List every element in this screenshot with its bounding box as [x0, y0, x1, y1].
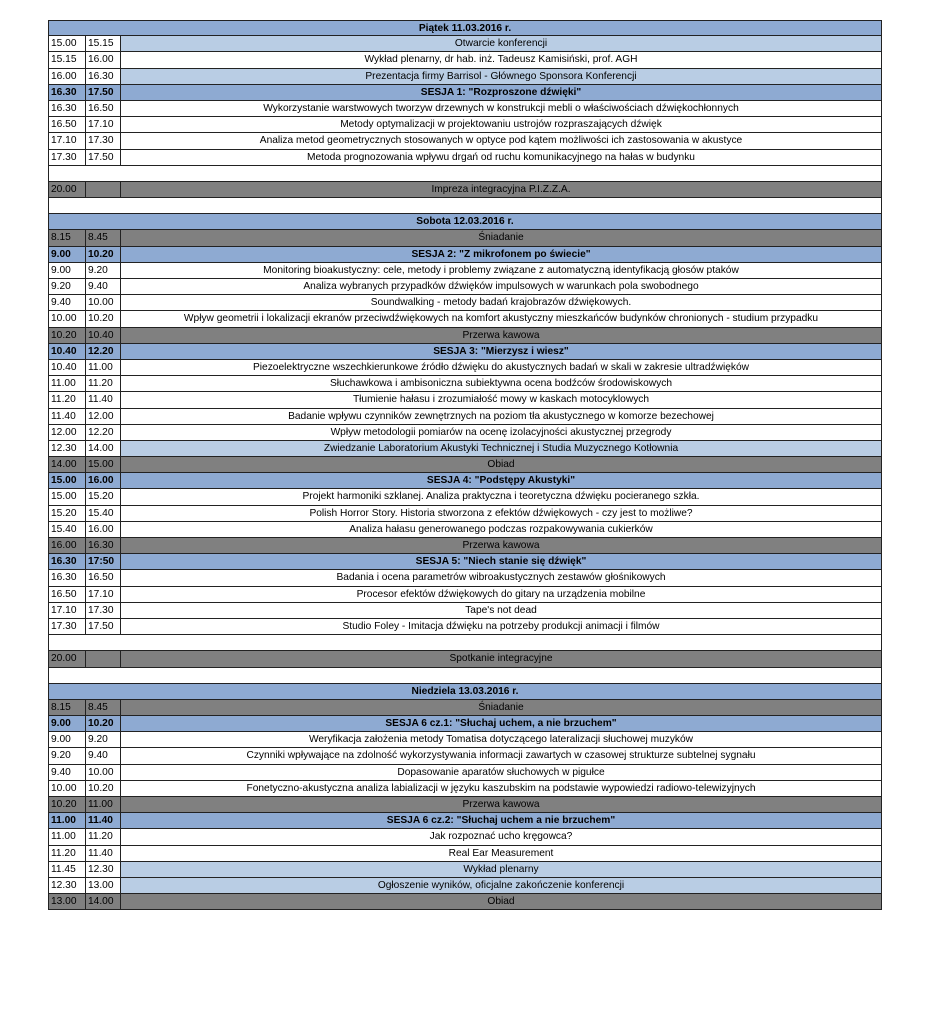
end-time	[86, 651, 121, 666]
end-time: 10.00	[86, 295, 121, 310]
schedule-row	[48, 279, 882, 295]
session-header-row	[48, 716, 882, 732]
start-time: 9.20	[49, 748, 86, 763]
start-time: 11.20	[49, 846, 86, 861]
schedule-row	[48, 651, 882, 667]
start-time: 11.45	[49, 862, 86, 877]
end-time: 17.10	[86, 117, 121, 132]
end-time: 13.00	[86, 878, 121, 893]
event-title: Soundwalking - metody badań krajobrazów dźwiękowych.	[370, 297, 632, 309]
end-time: 14.00	[86, 894, 121, 909]
schedule-row	[48, 846, 882, 862]
start-time: 12.30	[49, 441, 86, 456]
start-time: 9.00	[49, 716, 86, 731]
event-title: Czynniki wpływające na zdolność wykorzystywania informacji zawartych w czasowej strukturze subtelnej sygnału	[246, 750, 756, 762]
end-time: 17:50	[86, 554, 121, 569]
event-title: Spotkanie integracyjne	[449, 653, 553, 665]
start-time: 11.00	[49, 813, 86, 828]
event-title: Obiad	[487, 896, 515, 908]
start-time: 9.40	[49, 295, 86, 310]
start-time: 15.00	[49, 489, 86, 504]
schedule-row	[48, 376, 882, 392]
schedule-row	[48, 700, 882, 716]
blank-row	[48, 668, 882, 684]
schedule-row	[48, 441, 882, 457]
event-title: Ogłoszenie wyników, oficjalne zakończenie konferencji	[121, 878, 881, 893]
end-time: 11.20	[86, 376, 121, 391]
event-title: Przerwa kawowa	[462, 540, 540, 551]
schedule-row	[48, 781, 882, 797]
end-time: 16.00	[86, 473, 121, 488]
event-title: Weryfikacja założenia metody Tomatisa dotyczącego lateralizacji słuchowej muzyków	[308, 734, 694, 746]
start-time: 16.00	[49, 69, 86, 84]
schedule-row	[48, 117, 882, 133]
event-title: Dopasowanie aparatów słuchowych w pigułce	[397, 766, 605, 778]
schedule-row	[48, 328, 882, 344]
start-time: 15.40	[49, 522, 86, 537]
event-title: Przerwa kawowa	[462, 799, 540, 810]
end-time: 12.30	[86, 862, 121, 877]
end-time: 9.40	[86, 748, 121, 763]
schedule-row	[48, 150, 882, 166]
start-time: 10.40	[49, 360, 86, 375]
start-time: 9.40	[49, 765, 86, 780]
schedule-row	[48, 36, 882, 52]
end-time: 10.20	[86, 247, 121, 262]
schedule-table	[48, 20, 882, 910]
event-title: Jak rozpoznać ucho kręgowca?	[429, 831, 573, 843]
event-title: Prezentacja firmy Barrisol - Głównego Sponsora Konferencji	[121, 69, 881, 84]
session-title: SESJA 6 cz.2: "Słuchaj uchem a nie brzuchem"	[386, 815, 616, 827]
end-time: 16.50	[86, 570, 121, 585]
schedule-row	[48, 748, 882, 764]
event-title: Procesor efektów dźwiękowych do gitary na urządzenia mobilne	[356, 588, 646, 600]
schedule-row	[48, 894, 882, 910]
start-time: 8.15	[49, 230, 86, 245]
event-title: Przerwa kawowa	[462, 329, 540, 341]
end-time: 15.20	[86, 489, 121, 504]
session-title: SESJA 3: "Mierzysz i wiesz"	[433, 345, 569, 357]
event-title: Wpływ geometrii i lokalizacji ekranów przeciwdźwiękowych na komfort akustyczny mieszkańców budynków chronionych - studium przypadku	[183, 313, 819, 325]
session-header-row	[48, 247, 882, 263]
start-time: 9.20	[49, 279, 86, 294]
session-header-row	[48, 473, 882, 489]
schedule-row	[48, 878, 882, 894]
event-title: Analiza wybranych przypadków dźwięków impulsowych w warunkach pola swobodnego	[303, 281, 699, 292]
start-time: 12.00	[49, 425, 86, 440]
end-time: 10.20	[86, 716, 121, 731]
end-time: 17.30	[86, 603, 121, 618]
event-title: Słuchawkowa i ambisoniczna subiektywna ocena bodźców środowiskowych	[329, 378, 673, 390]
event-title: Zwiedzanie Laboratorium Akustyki Technicznej i Studia Muzycznego Kotłownia	[121, 441, 881, 456]
event-title: Badania i ocena parametrów wibroakustycznych zestawów głośnikowych	[336, 572, 666, 584]
end-time: 15.00	[86, 457, 121, 472]
schedule-row	[48, 619, 882, 635]
event-title: Monitoring bioakustyczny: cele, metody i problemy związane z automatyczną identyfikacją głosów ptaków	[263, 264, 739, 276]
event-title: Studio Foley - Imitacja dźwięku na potrzeby produkcji animacji i filmów	[342, 620, 660, 632]
event-title: Wykład plenarny	[121, 862, 881, 877]
end-time: 15.15	[86, 36, 121, 51]
event-title: Wykorzystanie warstwowych tworzyw drzewnych w konstrukcji mebli o właściwościach dźwiękochłonnych	[263, 102, 739, 114]
start-time: 16.50	[49, 587, 86, 602]
start-time: 10.20	[49, 797, 86, 812]
blank-row	[48, 166, 882, 182]
start-time: 13.00	[49, 894, 86, 909]
schedule-row	[48, 506, 882, 522]
event-title: Impreza integracyjna P.I.Z.Z.A.	[431, 183, 571, 195]
schedule-row	[48, 230, 882, 246]
end-time: 11.00	[86, 797, 121, 812]
event-title: Real Ear Measurement	[448, 847, 554, 859]
day-title: Niedziela 13.03.2016 r.	[411, 685, 519, 697]
start-time: 16.30	[49, 570, 86, 585]
schedule-row	[48, 522, 882, 538]
session-title: SESJA 1: "Rozproszone dźwięki"	[420, 86, 582, 98]
session-header-row	[48, 813, 882, 829]
start-time: 10.20	[49, 328, 86, 343]
schedule-row	[48, 311, 882, 327]
day-header	[48, 214, 882, 230]
session-header-row	[48, 85, 882, 101]
event-title: Fonetyczno-akustyczna analiza labializacji w języku kaszubskim na podstawie wypowiedzi radiowo-telewizyjnych	[246, 782, 756, 794]
day-header	[48, 684, 882, 700]
schedule-row	[48, 101, 882, 117]
schedule-row	[48, 570, 882, 586]
schedule-row	[48, 489, 882, 505]
day-header	[48, 20, 882, 36]
start-time: 20.00	[49, 651, 86, 666]
start-time: 16.30	[49, 101, 86, 116]
end-time: 9.20	[86, 263, 121, 278]
schedule-row	[48, 732, 882, 748]
end-time: 8.45	[86, 700, 121, 715]
end-time: 14.00	[86, 441, 121, 456]
start-time: 15.00	[49, 473, 86, 488]
event-title: Projekt harmoniki szklanej. Analiza praktyczna i teoretyczna dźwięku pocieranego szkła.	[302, 491, 700, 503]
end-time: 11.40	[86, 813, 121, 828]
start-time: 11.40	[49, 409, 86, 424]
schedule-row	[48, 133, 882, 149]
start-time: 15.15	[49, 52, 86, 67]
schedule-row	[48, 52, 882, 68]
schedule-row	[48, 295, 882, 311]
event-title: Śniadanie	[478, 232, 524, 244]
event-title: Tape's not dead	[465, 604, 537, 616]
end-time: 17.50	[86, 150, 121, 165]
end-time: 8.45	[86, 230, 121, 245]
schedule-row	[48, 425, 882, 441]
start-time: 11.20	[49, 392, 86, 407]
end-time: 12.00	[86, 409, 121, 424]
event-title: Polish Horror Story. Historia stworzona z efektów dźwiękowych - czy jest to możliwe?	[309, 507, 693, 519]
schedule-row	[48, 360, 882, 376]
end-time: 12.20	[86, 425, 121, 440]
end-time: 9.40	[86, 279, 121, 294]
start-time: 10.40	[49, 344, 86, 359]
event-title: Wykład plenarny, dr hab. inż. Tadeusz Kamisiński, prof. AGH	[364, 54, 638, 66]
start-time: 16.50	[49, 117, 86, 132]
end-time: 10.00	[86, 765, 121, 780]
start-time: 11.00	[49, 829, 86, 844]
end-time: 9.20	[86, 732, 121, 747]
end-time: 10.20	[86, 781, 121, 796]
start-time: 8.15	[49, 700, 86, 715]
end-time: 16.30	[86, 538, 121, 553]
event-title: Piezoelektryczne wszechkierunkowe źródło dźwięku do akustycznych badań w skali w zakresie ultradźwięków	[252, 361, 749, 373]
event-title: Śniadanie	[478, 701, 524, 713]
start-time: 20.00	[49, 182, 86, 197]
session-title: SESJA 2: "Z mikrofonem po świecie"	[411, 248, 591, 260]
start-time: 17.10	[49, 603, 86, 618]
start-time: 12.30	[49, 878, 86, 893]
schedule-row	[48, 587, 882, 603]
event-title: Obiad	[487, 459, 515, 471]
end-time: 11.20	[86, 829, 121, 844]
end-time	[86, 182, 121, 197]
start-time: 17.10	[49, 133, 86, 148]
blank-row	[48, 635, 882, 651]
schedule-row	[48, 263, 882, 279]
start-time: 10.00	[49, 781, 86, 796]
start-time: 15.20	[49, 506, 86, 521]
start-time: 17.30	[49, 619, 86, 634]
blank-row	[48, 198, 882, 214]
end-time: 15.40	[86, 506, 121, 521]
end-time: 17.50	[86, 85, 121, 100]
event-title: Analiza metod geometrycznych stosowanych w optyce pod kątem możliwości ich zastosowania w akustyce	[259, 135, 743, 147]
schedule-row	[48, 538, 882, 554]
end-time: 17.10	[86, 587, 121, 602]
schedule-row	[48, 392, 882, 408]
start-time: 9.00	[49, 732, 86, 747]
start-time: 11.00	[49, 376, 86, 391]
start-time: 10.00	[49, 311, 86, 326]
session-title: SESJA 6 cz.1: "Słuchaj uchem, a nie brzuchem"	[385, 718, 617, 730]
event-title: Wpływ metodologii pomiarów na ocenę izolacyjności akustycznej przegrody	[330, 426, 672, 438]
schedule-row	[48, 457, 882, 473]
start-time: 17.30	[49, 150, 86, 165]
schedule-row	[48, 797, 882, 813]
end-time: 16.00	[86, 52, 121, 67]
end-time: 10.20	[86, 311, 121, 326]
schedule-row	[48, 603, 882, 619]
event-title: Badanie wpływu czynników zewnętrznych na poziom tła akustycznego w komorze bezechowej	[288, 410, 714, 422]
end-time: 16.50	[86, 101, 121, 116]
start-time: 16.30	[49, 554, 86, 569]
end-time: 16.00	[86, 522, 121, 537]
end-time: 11.00	[86, 360, 121, 375]
session-title: SESJA 4: "Podstępy Akustyki"	[426, 475, 576, 487]
event-title: Analiza hałasu generowanego podczas rozpakowywania cukierków	[349, 523, 653, 535]
end-time: 16.30	[86, 69, 121, 84]
session-header-row	[48, 554, 882, 570]
end-time: 17.30	[86, 133, 121, 148]
session-title: SESJA 5: "Niech stanie się dźwięk"	[415, 556, 587, 568]
schedule-row	[48, 409, 882, 425]
end-time: 10.40	[86, 328, 121, 343]
schedule-row	[48, 862, 882, 878]
end-time: 11.40	[86, 392, 121, 407]
end-time: 11.40	[86, 846, 121, 861]
start-time: 9.00	[49, 263, 86, 278]
start-time: 15.00	[49, 36, 86, 51]
event-title: Metody optymalizacji w projektowaniu ustrojów rozpraszających dźwięk	[340, 119, 662, 131]
schedule-row	[48, 765, 882, 781]
day-title: Piątek 11.03.2016 r.	[418, 23, 512, 34]
start-time: 16.30	[49, 85, 86, 100]
schedule-row	[48, 829, 882, 845]
start-time: 14.00	[49, 457, 86, 472]
session-header-row	[48, 344, 882, 360]
end-time: 17.50	[86, 619, 121, 634]
start-time: 9.00	[49, 247, 86, 262]
end-time: 12.20	[86, 344, 121, 359]
event-title: Tłumienie hałasu i zrozumiałość mowy w kaskach motocyklowych	[352, 394, 650, 406]
schedule-row	[48, 182, 882, 198]
schedule-row	[48, 69, 882, 85]
event-title: Metoda prognozowania wpływu drgań od ruchu komunikacyjnego na hałas w budynku	[307, 151, 695, 163]
start-time: 16.00	[49, 538, 86, 553]
day-title: Sobota 12.03.2016 r.	[416, 216, 514, 228]
event-title: Otwarcie konferencji	[121, 36, 881, 51]
